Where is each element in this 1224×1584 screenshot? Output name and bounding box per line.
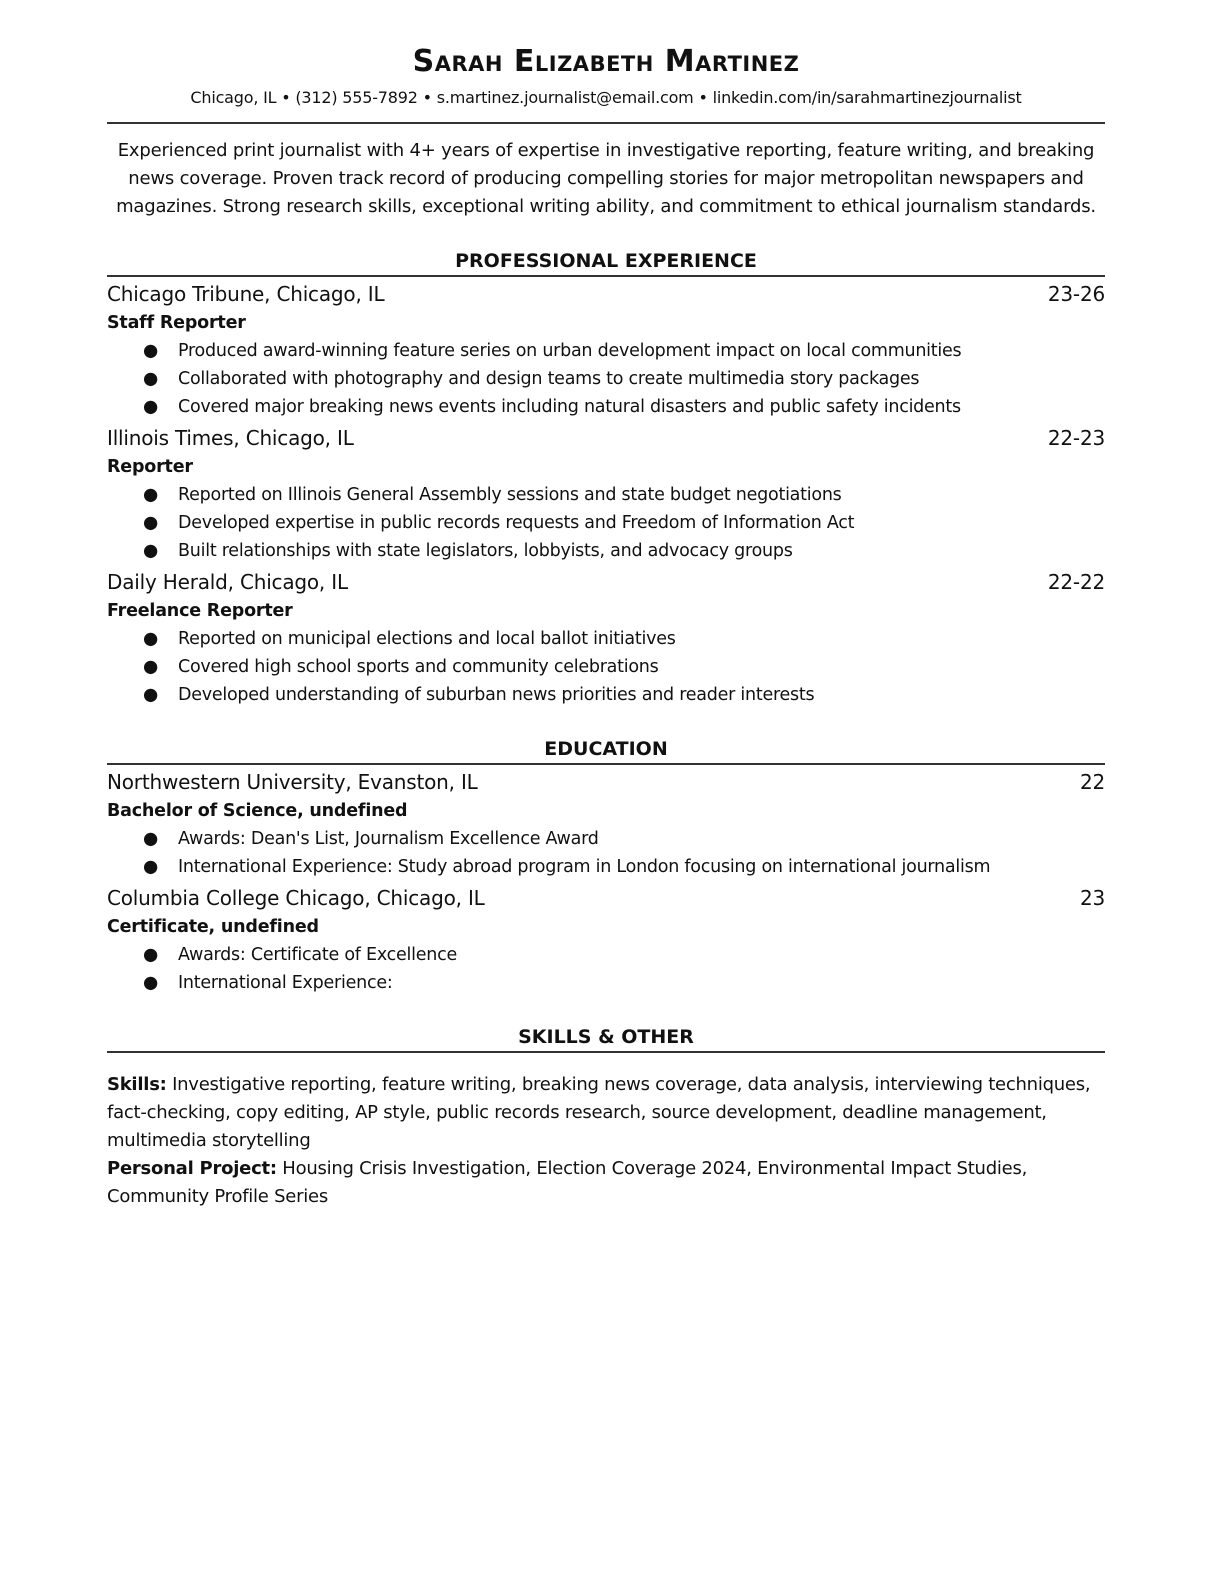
list-item [107,625,1105,653]
bullet-icon: ● [143,685,159,705]
bullet-text: Developed expertise in public records requests and Freedom of Information Act [178,513,855,533]
entry-role: Freelance Reporter [107,601,293,621]
bullet-icon: ● [143,341,159,361]
section-divider [107,763,1105,765]
bullet-icon: ● [143,829,159,849]
candidate-name: Sarah Elizabeth Martinez [412,44,800,79]
resume-page [107,40,1105,1211]
entry-organization: Chicago Tribune, Chicago, IL [107,282,385,306]
project-label: Personal Project: [107,1158,277,1179]
bullet-icon: ● [143,541,159,561]
list-item [107,825,1105,853]
list-item [107,337,1105,365]
bullet-text: Awards: Dean's List, Journalism Excellence Award [178,829,599,849]
experience-entry [107,423,1105,565]
experience-entry [107,279,1105,421]
section-divider [107,1051,1105,1053]
section-title-education: EDUCATION [544,738,668,760]
skills-line [107,1071,1105,1155]
bullet-text: Reported on municipal elections and local ballot initiatives [178,629,676,649]
entry-dates: 22 [1079,770,1105,794]
entry-degree: Bachelor of Science, undefined [107,801,408,821]
bullet-icon: ● [143,485,159,505]
list-item [107,853,1105,881]
section-title-skills: SKILLS & OTHER [518,1026,694,1048]
contact-line: Chicago, IL • (312) 555-7892 • s.martinez.journalist@email.com • linkedin.com/in/sarahmartinezjournalist [190,88,1022,107]
bullet-text: International Experience: Study abroad program in London focusing on international journalism [178,857,991,877]
bullet-icon: ● [143,397,159,417]
list-item [107,537,1105,565]
entry-organization: Daily Herald, Chicago, IL [107,570,348,594]
list-item [107,393,1105,421]
entry-role: Staff Reporter [107,313,246,333]
bullet-icon: ● [143,857,159,877]
entry-role: Reporter [107,457,193,477]
list-item [107,941,1105,969]
entry-organization: Illinois Times, Chicago, IL [107,426,354,450]
bullet-text: Covered high school sports and community celebrations [178,657,659,677]
skills-text: Investigative reporting, feature writing, breaking news coverage, data analysis, interviewing techniques, fact-checking, copy editing, AP style, public records research, source development, deadline management, multimedia storytelling [107,1074,1091,1151]
summary-paragraph: Experienced print journalist with 4+ years of expertise in investigative reporting, feature writing, and breaking news coverage. Proven track record of producing compelling stories for major metropolitan newspapers and magazines. Strong research skills, exceptional writing ability, and commitment to ethical journalism standards. [116,140,1096,217]
entry-dates: 22-23 [1047,426,1105,450]
project-text: Housing Crisis Investigation, Election Coverage 2024, Environmental Impact Studies, Community Profile Series [107,1158,1028,1207]
skills-block [107,1071,1105,1211]
section-divider [107,275,1105,277]
bullet-text: Reported on Illinois General Assembly sessions and state budget negotiations [178,485,842,505]
entry-degree: Certificate, undefined [107,917,319,937]
section-title-experience: PROFESSIONAL EXPERIENCE [455,250,757,272]
skills-label: Skills: [107,1074,167,1095]
list-item [107,365,1105,393]
bullet-text: International Experience: [178,973,393,993]
project-line [107,1155,1105,1211]
list-item [107,509,1105,537]
bullet-text: Collaborated with photography and design teams to create multimedia story packages [178,369,920,389]
bullet-icon: ● [143,369,159,389]
bullet-text: Built relationships with state legislators, lobbyists, and advocacy groups [178,541,793,561]
bullet-icon: ● [143,629,159,649]
header-divider [107,122,1105,124]
entry-organization: Columbia College Chicago, Chicago, IL [107,886,485,910]
bullet-icon: ● [143,513,159,533]
education-entry [107,767,1105,881]
entry-dates: 23-26 [1047,282,1105,306]
list-item [107,481,1105,509]
entry-dates: 22-22 [1047,570,1105,594]
list-item [107,969,1105,997]
entry-dates: 23 [1079,886,1105,910]
bullet-text: Developed understanding of suburban news priorities and reader interests [178,685,815,705]
bullet-text: Covered major breaking news events including natural disasters and public safety incidents [178,397,961,417]
entry-organization: Northwestern University, Evanston, IL [107,770,478,794]
bullet-text: Produced award-winning feature series on urban development impact on local communities [178,341,962,361]
bullet-icon: ● [143,973,159,993]
education-entry [107,883,1105,997]
bullet-text: Awards: Certificate of Excellence [178,945,457,965]
list-item [107,681,1105,709]
bullet-icon: ● [143,657,159,677]
list-item [107,653,1105,681]
bullet-icon: ● [143,945,159,965]
experience-entry [107,567,1105,709]
